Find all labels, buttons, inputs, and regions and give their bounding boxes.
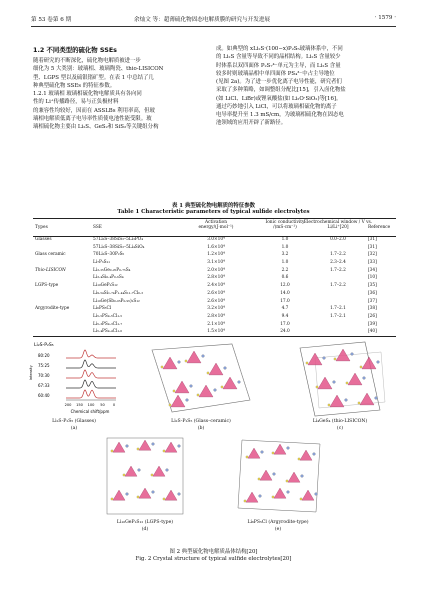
cell-activation: 2.0×10⁴ xyxy=(207,267,225,273)
s-atom xyxy=(346,382,348,384)
s-atom xyxy=(298,458,300,460)
s-atom xyxy=(137,448,139,450)
cell-sse: Li₆PS₅Cl xyxy=(93,306,112,312)
tetrahedron xyxy=(362,357,376,369)
cell-activation: 2.8×10⁴ xyxy=(207,275,225,281)
li-atom xyxy=(178,493,181,496)
nmr-trace xyxy=(66,390,116,398)
left-text-line: 随着研究的不断深化，硫化物电解质被进一步 xyxy=(33,58,141,64)
nmr-series-label: 67:33 xyxy=(38,383,50,388)
tetrahedron xyxy=(330,395,344,407)
header-ionic: Ionic conductivity /(mS·cm⁻¹) xyxy=(265,220,305,230)
s-atom xyxy=(286,480,288,482)
cell-ionic: 17.0 xyxy=(280,321,290,327)
panel-e-label: Li₆PS₅Cl (Argyrodite-type) xyxy=(247,520,309,525)
cell-reference: [26] xyxy=(368,313,377,319)
table-row xyxy=(33,252,396,260)
left-text-line: 型、LGPS 型以及硫银锗矿型。在表 1 中总结了几 xyxy=(33,74,154,81)
cell-reference: [39] xyxy=(368,321,377,327)
li-atom xyxy=(166,469,169,472)
li-atom xyxy=(315,493,318,496)
nmr-xtick: 100 xyxy=(87,403,95,407)
s-atom xyxy=(207,372,209,374)
cell-ionic: 9.4 xyxy=(281,313,289,319)
cell-sse: 70Li₂S–30P₂S₅ xyxy=(93,252,125,258)
tetrahedron xyxy=(308,353,322,365)
li-atom xyxy=(363,377,366,380)
cell-type: LGPS-type xyxy=(35,283,59,289)
cell-activation: 1.2×10⁴ xyxy=(207,252,225,258)
cell-window: 1.7–2.1 xyxy=(330,313,346,319)
s-atom xyxy=(258,478,260,480)
tetrahedron xyxy=(163,357,177,369)
s-atom xyxy=(328,404,330,406)
li-atom xyxy=(345,399,348,402)
tetrahedron xyxy=(199,385,213,397)
li-atom xyxy=(273,473,276,476)
s-atom xyxy=(306,362,308,364)
parameters-table xyxy=(33,218,396,337)
cell-ionic: 2.2 xyxy=(281,267,289,273)
cell-ionic: 1.0 xyxy=(281,237,289,242)
table-caption-cn: 表 1 典型硫化物电解质的特征参数 xyxy=(172,203,255,209)
nmr-series-label: 75:25 xyxy=(38,363,50,368)
s-atom xyxy=(185,360,187,362)
cell-window: 1.7–2.2 xyxy=(330,267,346,273)
cell-reference: [35] xyxy=(368,283,377,289)
li-atom xyxy=(178,445,181,448)
s-atom xyxy=(169,404,171,406)
table-row xyxy=(33,275,396,283)
right-text-line: 时体系以双四面体 P₂S₇⁴⁻单元为主导，而 Li₂S 含量 xyxy=(216,62,341,69)
cell-ionic: 17.0 xyxy=(280,298,290,304)
table-row xyxy=(33,291,396,299)
s-atom xyxy=(111,498,113,500)
s-atom xyxy=(246,456,248,458)
li-atom xyxy=(178,361,181,364)
table-bottom-rule xyxy=(33,336,396,337)
s-atom xyxy=(163,498,165,500)
cell-activation: 2.6×10⁴ xyxy=(207,290,225,296)
nmr-trace xyxy=(66,370,116,378)
cell-type: Glass ceramic xyxy=(35,252,66,258)
tetrahedron xyxy=(187,351,201,363)
tetrahedron xyxy=(260,470,272,480)
li-atom xyxy=(287,447,290,450)
tetrahedron xyxy=(302,490,314,500)
cell-reference: [38] xyxy=(368,306,377,312)
tetrahedron xyxy=(175,381,189,393)
tetrahedron xyxy=(153,466,165,476)
cell-sse: Li₁₀GeP₂S₁₂ xyxy=(93,283,118,289)
s-atom xyxy=(334,358,336,360)
li-atom xyxy=(377,361,380,364)
cell-window: 1.7–2.2 xyxy=(330,252,346,258)
s-atom xyxy=(221,386,223,388)
tetrahedron xyxy=(165,442,177,452)
cell-activation: 2.1×10⁴ xyxy=(207,321,225,327)
table-caption-en: Table 1 Characteristic parameters of typical sulfide electrolytes xyxy=(117,209,310,215)
header-activation: Activation energy/(J·mol⁻¹) xyxy=(198,220,234,230)
table-row xyxy=(33,260,396,268)
right-text-line: (见图 2a)。为了进一步优化离子电导性能，研究者们 xyxy=(216,79,342,85)
cell-reference: [37] xyxy=(368,298,377,304)
cell-window: 2.3–2.4 xyxy=(330,260,346,266)
figure-caption-cn: 图 2 典型硫化物电解质晶体结构[20] xyxy=(169,549,258,555)
figure-caption-en: Fig. 2 Crystal structure of typical sulfide electrolytes[20] xyxy=(135,556,292,562)
tetrahedron xyxy=(223,377,237,389)
nmr-header: Li₂S-P₂S₅ xyxy=(34,343,54,348)
tetrahedron xyxy=(274,444,286,454)
cell-sse: 57Li₂S–38SiS₂–5Li₄SiO₄ xyxy=(93,244,145,250)
cell-activation: 1.6×10⁴ xyxy=(207,244,225,250)
nmr-series-label: 80:20 xyxy=(38,353,50,358)
s-atom xyxy=(244,500,246,502)
nmr-trace xyxy=(66,350,116,358)
cell-reference: [36] xyxy=(368,290,377,296)
cell-activation: 3.0×10⁴ xyxy=(207,237,225,242)
li-atom xyxy=(333,381,336,384)
right-column-text xyxy=(216,45,396,128)
cell-activation: 3.2×10⁴ xyxy=(207,306,225,312)
left-text-line: 1.2.1 玻璃相 玻璃相硫化物电解质具有各向同 xyxy=(33,91,142,97)
s-atom xyxy=(360,366,362,368)
nmr-trace xyxy=(66,360,116,368)
right-text-line: 电导率提升至 1.3 mS/cm，为玻璃相硫化物在固态电 xyxy=(216,112,344,118)
s-atom xyxy=(173,390,175,392)
s-atom xyxy=(316,386,318,388)
li-atom xyxy=(323,357,326,360)
nmr-xtick: 150 xyxy=(76,403,83,407)
panel-a-letter: (a) xyxy=(70,426,78,431)
s-atom xyxy=(137,496,139,498)
cell-sse: Li₉.₅₄Si₁.₇₄P₁.₄₄S₁₁.₇Cl₀.₃ xyxy=(93,290,143,296)
section-heading: 1.2 不同类型的硫化物 SSEs xyxy=(33,46,117,54)
li-atom xyxy=(259,495,262,498)
nmr-spectra-panel xyxy=(30,340,118,418)
left-text-line: 的兼容性均较好，因而在 ASSLBs 利用率高，但玻 xyxy=(33,107,155,114)
header-rule xyxy=(31,26,396,27)
tetrahedron xyxy=(288,472,300,482)
crystal-lgps xyxy=(95,434,195,518)
left-text-line: 细化为 5 大类别：玻璃相、玻璃陶瓷、thio-LISICON xyxy=(33,66,164,73)
tetrahedron xyxy=(113,442,125,452)
li-atom xyxy=(287,491,290,494)
li-atom xyxy=(186,399,189,402)
left-text-line: 性的 Li⁺传播路径，易与正负极材料 xyxy=(33,99,119,106)
cell-activation: 2.8×10⁴ xyxy=(207,313,225,319)
li-atom xyxy=(138,469,141,472)
tetrahedron xyxy=(209,363,223,375)
cell-ionic: 1.0 xyxy=(281,244,289,250)
table-row xyxy=(33,237,396,245)
running-header xyxy=(31,15,396,25)
li-atom xyxy=(126,493,129,496)
table-row xyxy=(33,314,396,322)
cell-reference: [40] xyxy=(368,329,377,335)
figure-2 xyxy=(30,340,400,540)
tetrahedron xyxy=(139,440,151,450)
s-atom xyxy=(111,450,113,452)
nmr-ylabel: Intensity xyxy=(29,365,33,380)
cell-type: Argyrodite-type xyxy=(35,306,70,312)
s-atom xyxy=(300,498,302,500)
cell-reference: [34] xyxy=(368,267,377,273)
cell-sse: Li₅.₃PS₄.₃Cl₁.₇ xyxy=(93,321,123,327)
left-column-text xyxy=(33,57,210,131)
s-atom xyxy=(161,366,163,368)
left-text-line: 璃相电解质低离子电导率性质使电池性能受限。玻 xyxy=(33,115,152,122)
panel-d-label: Li₁₀GeP₂S₁₂ (LGPS-type) xyxy=(116,520,174,525)
tetrahedron xyxy=(113,490,125,500)
cell-ionic: 1.0 xyxy=(281,260,289,266)
tetrahedron xyxy=(318,377,332,389)
right-text-line: 池领域的应用开辟了新路径。 xyxy=(216,120,287,127)
cell-sse: Li₃.₂₅Ge₀.₂₅P₀.₇₅S₄ xyxy=(93,267,131,273)
cell-ionic: 0.6 xyxy=(281,275,289,281)
running-title: 余灿文 等：超薄硫化物固态电解质膜的研究与开发进展 xyxy=(134,17,271,23)
nmr-series-label: 60:40 xyxy=(38,393,50,398)
cell-sse: Li₁₀Ge(Sb₀.₀₅P₀.₉₅)₂S₁₂ xyxy=(93,298,140,304)
table-body xyxy=(33,237,396,337)
cell-reference: [31] xyxy=(368,244,377,250)
tetrahedron xyxy=(248,448,260,458)
s-atom xyxy=(123,474,125,476)
cell-sse: Li₅.₄PS₄.₄Cl₁.₆ xyxy=(93,329,123,335)
panel-e-letter: (e) xyxy=(274,527,282,532)
cell-sse: Li₇P₃S₁₁ xyxy=(93,260,110,266)
nmr-series-label: 70:30 xyxy=(38,373,50,378)
table-row xyxy=(33,306,396,314)
tetrahedron xyxy=(300,450,312,460)
panel-a-label: Li₂S-P₂S₅ (Glasses) xyxy=(52,419,96,424)
right-text-line: (如 LiCl、LiBr)或锂氧酸盐(如 Li₂O·SiO₂)等[16]。 xyxy=(216,95,342,102)
cell-ionic: 14.0 xyxy=(280,290,290,296)
cell-type: Glasses xyxy=(35,237,52,242)
right-text-line: 通过巧妙地引入 LiCl，可以将玻璃相硫化物的离子 xyxy=(216,103,337,110)
right-text-line: 的 Li₂S 含量等导致不同的晶相结构。Li₂S 含量较少 xyxy=(216,54,341,61)
li-atom xyxy=(214,389,217,392)
nmr-xlabel: Chemical shift/ppm xyxy=(70,409,110,414)
tetrahedron xyxy=(360,393,374,405)
s-atom xyxy=(163,450,165,452)
nmr-xtick: 0 xyxy=(112,403,116,407)
left-text-line: 种典型硫化物 SSEs 的特征参数。 xyxy=(33,82,116,89)
crystal-thio-lisicon xyxy=(285,340,395,420)
cell-window: 1.7–2.2 xyxy=(330,283,346,289)
table-header-row xyxy=(33,218,396,237)
table-row xyxy=(33,283,396,291)
li-atom xyxy=(152,443,155,446)
page-number: · 1579 · xyxy=(374,15,396,21)
header-sse: SSE xyxy=(93,225,102,230)
li-atom xyxy=(261,451,264,454)
right-text-line: 成。如典型的 xLi₂S·(100−x)P₂S₅玻璃体系中，不同 xyxy=(216,46,343,52)
panel-c-letter: (c) xyxy=(336,426,344,431)
right-text-line: 较多时则玻璃晶相中单四面体 PS₄³⁻中占主导地位 xyxy=(216,70,335,77)
tetrahedron xyxy=(274,488,286,498)
cell-activation: 1.5×10⁴ xyxy=(207,329,225,335)
s-atom xyxy=(272,496,274,498)
tetrahedron xyxy=(348,373,362,385)
tetrahedron xyxy=(165,490,177,500)
li-atom xyxy=(351,353,354,356)
cell-type: Thio-LISICON xyxy=(35,267,66,273)
tetrahedron xyxy=(139,488,151,498)
cell-reference: [32] xyxy=(368,252,377,258)
panel-d-letter: (d) xyxy=(141,527,149,532)
cell-sse: Li₃.₄Si₀.₄P₀.₆S₄ xyxy=(93,275,124,281)
cell-ionic: 4.7 xyxy=(281,306,289,312)
right-text-line: 采取了多种策略，如调整组分配比[15]，引入卤化物盐 xyxy=(216,87,346,94)
li-atom xyxy=(313,453,316,456)
cell-ionic: 12.0 xyxy=(280,283,290,289)
tetrahedron xyxy=(246,492,258,502)
cell-window: 1.7–2.1 xyxy=(330,306,346,312)
s-atom xyxy=(272,452,274,454)
panel-b-label: Li₂S-P₂S₅ (Glass–ceramic) xyxy=(171,419,231,424)
cell-reference: [31] xyxy=(368,237,377,242)
cell-activation: 3.1×10⁴ xyxy=(207,260,225,266)
cell-activation: 2.4×10⁴ xyxy=(207,283,225,289)
cell-reference: [10] xyxy=(368,275,377,281)
li-atom xyxy=(238,381,241,384)
li-atom xyxy=(375,397,378,400)
li-atom xyxy=(301,475,304,478)
cell-sse: 57Li₂S–38SiS₂–5Li₃PO₄ xyxy=(93,237,143,242)
li-atom xyxy=(126,445,129,448)
cell-window: 0.0–2.0 xyxy=(330,237,346,242)
cell-sse: Li₅.₅PS₄.₅Cl₁.₅ xyxy=(93,313,123,319)
li-atom xyxy=(202,355,205,358)
crystal-glass-ceramic xyxy=(142,340,260,420)
tetrahedron xyxy=(171,395,185,407)
s-atom xyxy=(151,474,153,476)
journal-issue: 第 53 卷第 6 期 xyxy=(31,17,72,23)
left-text-line: 璃相硫化物主要由 Li₂S、GeS₂和 SiS₂等关键组分构 xyxy=(33,124,159,130)
header-window: Electrochemical window / V vs. Li/Li⁺[20] xyxy=(303,220,373,230)
header-types: Types xyxy=(35,225,48,230)
nmr-xtick: 50 xyxy=(100,403,105,407)
header-reference: Reference xyxy=(368,225,391,230)
li-atom xyxy=(190,385,193,388)
panel-c-label: Li₄GeS₄ (thio-LISICON) xyxy=(312,419,368,424)
s-atom xyxy=(358,402,360,404)
cell-ionic: 3.2 xyxy=(281,252,289,258)
li-atom xyxy=(224,367,227,370)
tetrahedron xyxy=(125,466,137,476)
nmr-xtick: 200 xyxy=(64,403,72,407)
cell-ionic: 24.0 xyxy=(280,329,290,335)
cell-reference: [33] xyxy=(368,260,377,266)
cell-activation: 2.6×10⁴ xyxy=(207,298,225,304)
nmr-trace xyxy=(66,380,116,388)
s-atom xyxy=(197,394,199,396)
crystal-argyrodite xyxy=(226,434,330,518)
li-atom xyxy=(152,491,155,494)
panel-b-letter: (b) xyxy=(197,426,205,431)
